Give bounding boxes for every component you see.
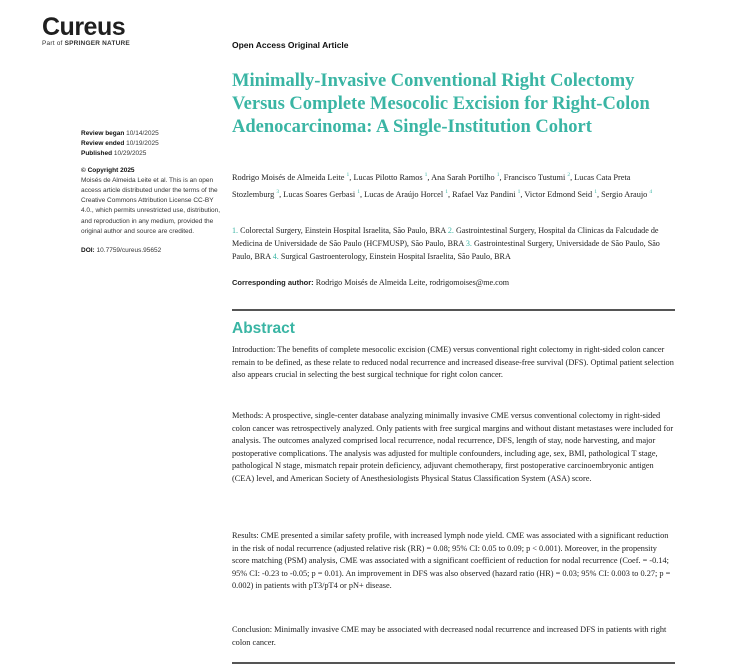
affiliation-marker: 1 <box>594 189 597 196</box>
review-ended-label: Review ended <box>81 140 125 148</box>
affiliation-marker: 4 <box>649 189 653 196</box>
author[interactable]: Francisco Tustumi $^2$ <box>503 172 571 182</box>
logo-sub-brand: SPRINGER NATURE <box>64 40 130 47</box>
abstract-heading: Abstract <box>232 320 295 337</box>
abstract-conclusion: Conclusion: Minimally invasive CME may be associated with decreased nodal recurrence and increased DFS in patients with right colon cancer. <box>232 625 667 647</box>
logo-sub-prefix: Part of <box>42 40 63 47</box>
affiliation-item: 2. Gastrointestinal Surgery, Hospital da Clinicas da Falcudade de Medicina de Universidade de São Paulo (HCFMUSP), São Paulo, BRA <box>232 226 659 248</box>
affiliation-marker: 1 <box>445 189 448 196</box>
published-label: Published <box>81 150 113 158</box>
published-date: 10/29/2025 <box>113 150 147 158</box>
abstract-results: Results: CME presented a similar safety profile, with increased lymph node yield. CME was associated with a significant reduction in the risk of nodal recurrence (adjusted relative risk (RR) = 0.08; 95% CI: 0.05 to 0.09; p < 0.001). Moreover, in the propensity score matching (PSM) analysis, CME was associated with a significant coefficient of reduction for nodal recurrence (Coef. = -0.14; 95% CI: -0.23 to -0.05; p = 0.01). An improvement in DFS was also observed (hazard ratio (HR) = 0.03; 95% CI: 0.003 to 0.27; p = 0.002) in patients with pT3/pT4 or pN+ disease. <box>232 531 671 591</box>
copyright-heading: © Copyright 2025 <box>81 166 135 174</box>
review-began-row <box>81 129 221 139</box>
author[interactable]: Lucas Cata Preta Stozlemburg $^3$ <box>232 173 631 200</box>
affiliation-marker: 1 <box>424 172 428 178</box>
author[interactable]: Victor Edmond Seid $^1$ <box>524 189 597 200</box>
doi-link[interactable]: 10.7759/cureus.95652 <box>96 247 162 255</box>
abstract-introduction: Introduction: The benefits of complete mesocolic excision (CME) versus conventional right colectomy in right-sided colon cancer remain to be defined, as these relate to reduced nodal recurrence and increased disease-free survival (DFS). Optimal patient selection also appears crucial in selecting the best surgical technique for right colon cancer. <box>232 345 674 380</box>
author-list: Rodrigo Moisés de Almeida Leite $^1$, Lucas Pilotto Ramos $^1$, Ana Sarah Portilho $^1$, Francisco Tustumi $^2$, Lucas Cata Preta Stozlemburg $^3$, Lucas Soares Gerbasi $^1$, Lucas de Araújo Horcel $^1$, Rafael Vaz Pandini $^1$, Victor Edmond Seid $^1$, Sergio Araujo $^4$ <box>232 172 653 200</box>
abstract-methods: Methods: A prospective, single-center database analyzing minimally invasive CME versus conventional colectomy in right-sided colon cancer was retrospectively analyzed. Only patients with free surgical margins and without distant metastases were included for analysis. The outcomes analyzed comprised local recurrence, nodal recurrence, DFS, length of stay, node harvesting, and major postoperative complications. The analysis was adjusted for multiple confounders, including age, sex, BMI, pathological T stage, pathological N stage, mismatch repair protein deficiency, adjuvant chemotherapy, first postoperative carcinoembryonic antigen (CEA) level, and American Society of Anesthesiologists Physical Status Classification System (ASA) score. <box>232 411 674 483</box>
article-metadata-sidebar <box>81 129 221 256</box>
review-began-label: Review began <box>81 130 125 137</box>
article-title: Minimally-Invasive Conventional Right Colectomy Versus Complete Mesocolic Excision for Right-Colon Adenocarcinoma: A Single-Institution Cohort <box>232 71 650 137</box>
affiliation-item: 1. Colorectal Surgery, Einstein Hospital Israelita, São Paulo, BRA <box>232 226 446 235</box>
affiliation-item: 3. Gastrointestinal Surgery, Universidade de São Paulo, São Paulo, BRA <box>232 238 660 261</box>
publisher-logo <box>42 13 130 47</box>
author[interactable]: Rafael Vaz Pandini $^1$ <box>452 189 521 200</box>
corresponding-author-text[interactable]: Rodrigo Moisés de Almeida Leite, rodrigomoises@me.com <box>315 278 510 287</box>
author[interactable]: Ana Sarah Portilho $^1$ <box>431 172 500 182</box>
affiliation-list <box>232 225 674 263</box>
published-row <box>81 149 221 159</box>
logo-subtitle <box>42 40 130 47</box>
doi-row <box>81 246 221 256</box>
logo-wordmark: Cureus <box>42 13 126 41</box>
affiliation-marker: 2 <box>567 172 571 178</box>
review-ended-date: 10/19/2025 <box>126 140 159 148</box>
review-ended-row <box>81 139 221 149</box>
author[interactable]: Lucas Soares Gerbasi $^1$ <box>283 189 360 200</box>
affiliation-marker: 1 <box>346 172 350 178</box>
author[interactable]: Sergio Araujo $^4$ <box>601 189 653 200</box>
doi-label: DOI: <box>81 247 95 255</box>
review-began-date: 10/14/2025 <box>126 130 159 137</box>
copyright-text: Moisés de Almeida Leite et al. This is an open access article distributed under the terms of the Creative Commons Attribution License CC-BY 4.0., which permits unrestricted use, distribution, and reproduction in any medium, provided the original author and source are credited. <box>81 176 221 235</box>
section-divider <box>232 662 675 664</box>
author[interactable]: Lucas Pilotto Ramos $^1$ <box>353 172 428 182</box>
corresponding-author <box>232 278 672 287</box>
affiliation-item: 4. Surgical Gastroenterology, Einstein Hospital Israelita, São Paulo, BRA <box>272 251 511 261</box>
author[interactable]: Lucas de Araújo Horcel $^1$ <box>364 189 448 200</box>
author[interactable]: Rodrigo Moisés de Almeida Leite $^1$ <box>232 172 350 182</box>
affiliation-marker: 1 <box>496 172 500 178</box>
corresponding-author-label: Corresponding author: <box>232 278 314 287</box>
affiliation-marker: 1 <box>357 189 360 196</box>
affiliation-marker: 1 <box>517 189 521 196</box>
article-type: Open Access Original Article <box>232 40 349 50</box>
section-divider <box>232 309 675 311</box>
affiliation-marker: 3 <box>276 189 280 196</box>
